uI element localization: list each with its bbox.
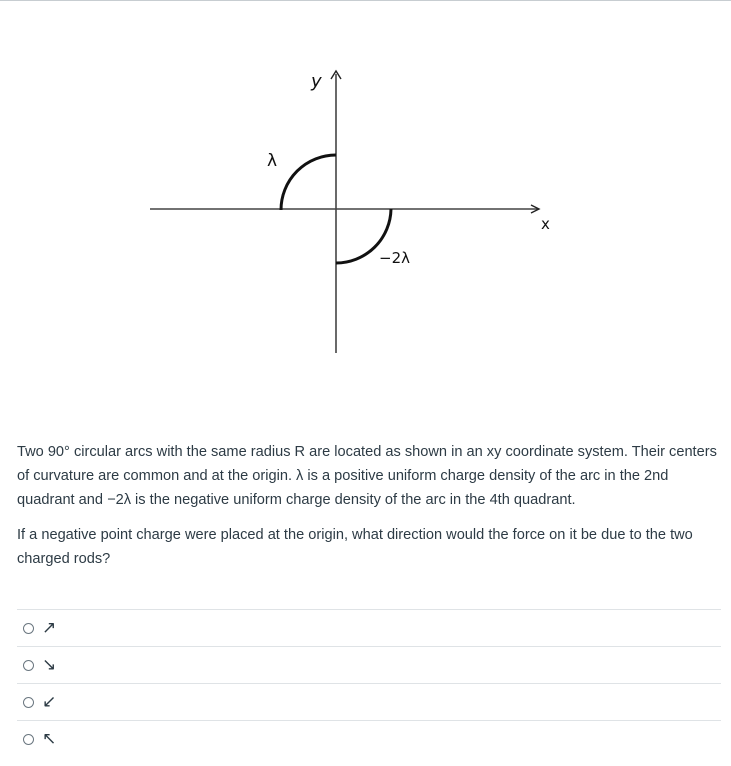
answer-arrow-up-right: ↗	[42, 617, 57, 638]
x-axis-label: x	[541, 215, 550, 233]
question-paragraph-2: If a negative point charge were placed at the origin, what direction would the force on it be due to the two charged rods?	[17, 527, 693, 567]
radio-button[interactable]	[23, 660, 34, 671]
answer-option-2[interactable]	[17, 646, 721, 683]
answer-arrow-down-left: ↙	[42, 691, 57, 712]
arc-quadrant-2	[281, 155, 336, 210]
answer-arrow-up-left: ↖	[42, 728, 57, 749]
y-axis-label: y	[311, 71, 322, 92]
answer-list	[17, 609, 721, 757]
answer-option-3[interactable]	[17, 683, 721, 720]
answer-option-1[interactable]	[17, 609, 721, 646]
radio-button[interactable]	[23, 623, 34, 634]
answer-arrow-down-right: ↘	[42, 654, 57, 675]
radio-button[interactable]	[23, 697, 34, 708]
arc-q2-label: λ	[267, 151, 278, 171]
arc-q4-label: −2λ	[379, 249, 410, 267]
answer-option-4[interactable]	[17, 720, 721, 757]
radio-button[interactable]	[23, 734, 34, 745]
question-paragraph-1: Two 90° circular arcs with the same radius R are located as shown in an xy coordinate system. Their centers of curvature are common and at the origin. λ is a positive uniform charge density of the arc in the 2nd quadrant and −2λ is the negative uniform charge density of the arc in the 4th quadrant.	[17, 444, 717, 508]
question-text	[17, 440, 717, 582]
